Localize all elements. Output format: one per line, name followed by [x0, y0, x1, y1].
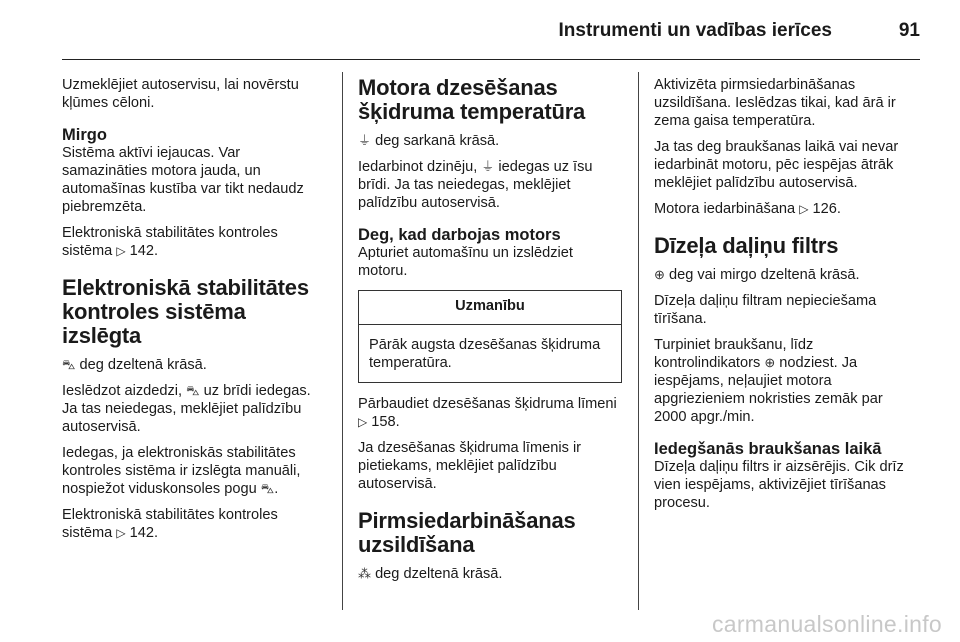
sub-heading: Deg, kad darbojas motors [358, 226, 561, 244]
arrow-icon: ▷ [116, 526, 126, 540]
glow-plug-icon: ⁂ [358, 566, 371, 581]
paragraph: Turpiniet braukšanu, līdz kontrolindikators ⊕ nodziest. Ja iespējams, neļaujiet motora apgriezieniem nokristies zemāk par 2000 apgr./min. [654, 337, 883, 425]
caution-heading: Uzmanību [359, 291, 621, 325]
reference: Pārbaudiet dzesēšanas šķidruma līmeni ▷ 158. [358, 396, 617, 430]
reference-page[interactable]: 126. [812, 201, 841, 217]
paragraph: Apturiet automašīnu un izslēdziet motoru. [358, 245, 573, 279]
paragraph: Iedarbinot dzinēju, ⏚ iedegas uz īsu brīdi. Ja tas neiedegas, meklējiet palīdzību autoservisā. [358, 159, 593, 211]
section-title-preheat: Pirmsiedarbināšanas uzsildīšana [358, 508, 576, 557]
paragraph: Ja tas deg braukšanas laikā vai nevar iedarbināt motoru, pēc iespējas ātrāk meklējiet palīdzību autoservisā. [654, 139, 899, 191]
section-title-dpf: Dīzeļa daļiņu filtrs [654, 233, 839, 258]
reference: Elektroniskā stabilitātes kontroles sistēma ▷ 142. [62, 507, 278, 541]
reference [62, 224, 326, 260]
paragraph: Iedegas, ja elektroniskās stabilitātes kontroles sistēma ir izslēgta manuāli, nospiežot viduskonsoles pogu ⛍. [62, 445, 301, 497]
reference-page[interactable]: 142. [129, 525, 159, 541]
paragraph: Aktivizēta pirmsiedarbināšanas uzsildīšana. Ieslēdzas tikai, kad ārā ir zema gaisa temperatūra. [654, 77, 896, 129]
paragraph: ⏚ deg sarkanā krāsā. [358, 133, 500, 149]
section-title-esc-off: Elektroniskā stabilitātes kontroles sistēma izslēgta [62, 275, 309, 348]
esc-off-icon: ⛍ [260, 481, 275, 496]
diesel-particle-filter-icon: ⊕ [764, 355, 776, 370]
column-middle [358, 76, 622, 591]
coolant-temperature-icon: ⏚ [358, 133, 372, 148]
mirgo-heading: Mirgo [62, 126, 107, 144]
paragraph: ⁂ deg dzeltenā krāsā. [358, 566, 503, 582]
paragraph: ⛍ deg dzeltenā krāsā. [62, 357, 207, 373]
caution-text: Pārāk augsta dzesēšanas šķidruma temperatūra. [369, 337, 601, 371]
header-title: Instrumenti un vadības ierīces [558, 20, 832, 41]
paragraph: Uzmeklējiet autoservisu, lai novērstu kļūmes cēloni. [62, 77, 299, 111]
arrow-icon: ▷ [799, 202, 809, 216]
reference-page[interactable]: 158. [371, 414, 400, 430]
arrow-icon: ▷ [116, 244, 126, 258]
column-right [654, 76, 918, 520]
page-header [62, 0, 920, 60]
coolant-temperature-icon: ⏚ [481, 159, 495, 174]
sub-heading: Iedegšanās braukšanas laikā [654, 440, 882, 458]
diesel-particle-filter-icon: ⊕ [654, 267, 665, 282]
paragraph: Dīzeļa daļiņu filtrs ir aizsērējis. Cik drīz vien iespējams, aktivizējiet tīrīšanas procesu. [654, 459, 904, 511]
section-title-coolant: Motora dzesēšanas šķidruma temperatūra [358, 75, 586, 124]
header-rule [62, 59, 920, 60]
esc-off-icon: ⛍ [62, 357, 76, 372]
column-left [62, 76, 326, 550]
paragraph: Ieslēdzot aizdedzi, ⛍ uz brīdi iedegas. Ja tas neiedegas, meklējiet palīdzību autoservisā. [62, 383, 311, 435]
paragraph: Ja dzesēšanas šķidruma līmenis ir pietiekams, meklējiet palīdzību autoservisā. [358, 440, 582, 492]
arrow-icon: ▷ [358, 415, 368, 429]
paragraph: Dīzeļa daļiņu filtram nepieciešama tīrīšana. [654, 293, 877, 327]
caution-box [358, 290, 622, 383]
watermark: carmanualsonline.info [711, 611, 942, 637]
reference: Motora iedarbināšana ▷ 126. [654, 201, 841, 217]
column-divider [638, 72, 639, 610]
paragraph: ⊕ deg vai mirgo dzeltenā krāsā. [654, 267, 860, 283]
column-divider [342, 72, 343, 610]
page-number: 91 [898, 20, 920, 41]
reference-page[interactable]: 142. [129, 243, 159, 259]
reference-text: Elektroniskā stabilitātes kontroles sistēma [62, 225, 278, 259]
paragraph: Sistēma aktīvi iejaucas. Var samazināties motora jauda, un automašīnas kustība var tikt nedaudz piebremzēta. [62, 145, 304, 215]
esc-off-icon: ⛍ [186, 383, 200, 398]
